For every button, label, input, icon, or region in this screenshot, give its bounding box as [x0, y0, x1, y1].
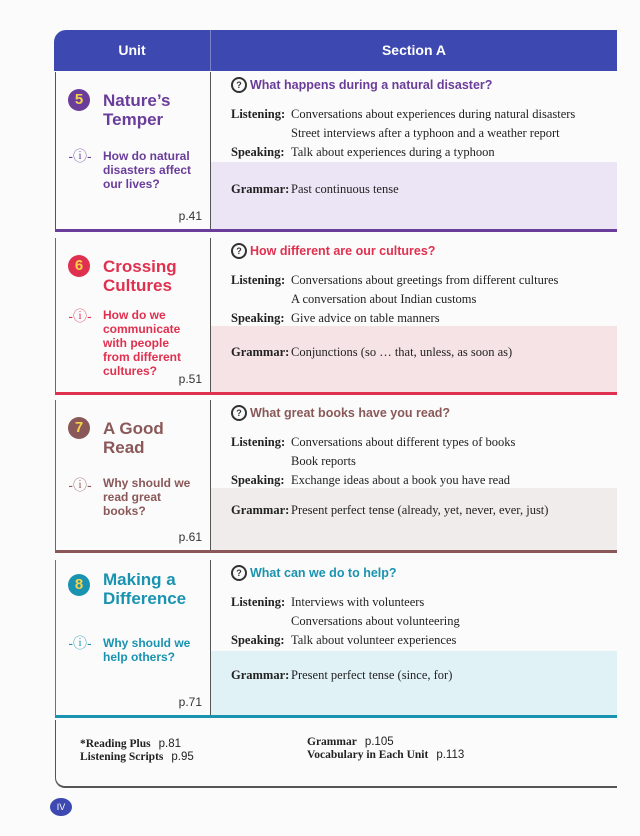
essential-question: ? What great books have you read?: [231, 405, 450, 421]
speaking-line: Speaking: Exchange ideas about a book you have read: [231, 473, 511, 487]
listening-line-2: Street interviews after a typhoon and a weather report: [291, 126, 560, 140]
section-a-column-header: Section A: [210, 30, 617, 71]
unit-cell: [55, 400, 211, 550]
listening-line: Listening: Interviews with volunteers: [231, 595, 425, 609]
essential-question: ? What can we do to help?: [231, 565, 397, 581]
unit-cell: [55, 238, 211, 392]
lightbulb-question-icon: -ⓘ-: [68, 308, 92, 324]
unit-column-header: Unit: [118, 42, 146, 58]
magnifier-question-icon: ?: [231, 77, 247, 93]
unit-title[interactable]: A Good Read: [103, 419, 164, 457]
table-header: [54, 30, 617, 71]
unit-row: [55, 560, 617, 718]
big-question: Why should we read great books?: [103, 476, 191, 518]
big-question: How do natural disasters affect our lives?: [103, 149, 192, 191]
magnifier-question-icon: ?: [231, 405, 247, 421]
unit-row: [55, 400, 617, 553]
grammar-line: Grammar: Past continuous tense: [231, 182, 399, 196]
speaking-line: Speaking: Talk about volunteer experiences: [231, 633, 457, 647]
section-a-cell: [211, 238, 617, 392]
unit-cell: [55, 560, 211, 715]
grammar-band: [211, 488, 617, 550]
grammar-line: Grammar: Conjunctions (so … that, unless, as soon as): [231, 345, 513, 359]
unit-cell: [55, 72, 211, 229]
lightbulb-question-icon: -ⓘ-: [68, 477, 92, 493]
grammar-band: [211, 651, 617, 715]
essential-question: ? What happens during a natural disaster?: [231, 77, 492, 93]
listening-line: Listening: Conversations about experiences during natural disasters: [231, 107, 576, 121]
page-number: IV: [50, 798, 72, 816]
page-reference[interactable]: p.51: [178, 372, 202, 386]
unit-number-badge: 8: [68, 574, 90, 596]
page-reference[interactable]: p.71: [178, 695, 202, 709]
speaking-line: Speaking: Talk about experiences during a typhoon: [231, 145, 495, 159]
appendix-list: [55, 720, 617, 788]
unit-row: [55, 72, 617, 232]
grammar-line: Grammar: Present perfect tense (already, yet, never, ever, just): [231, 503, 549, 517]
unit-number-badge: 6: [68, 255, 90, 277]
unit-title[interactable]: Making a Difference: [103, 570, 187, 608]
section-a-cell: [211, 72, 617, 229]
appendix-item[interactable]: Grammar p.105: [307, 736, 394, 748]
big-question: How do we communicate with people from different cultures?: [103, 308, 181, 378]
appendix-item[interactable]: Vocabulary in Each Unit p.113: [307, 749, 465, 761]
page-reference[interactable]: p.41: [178, 209, 202, 223]
lightbulb-question-icon: -ⓘ-: [68, 148, 92, 164]
page-reference[interactable]: p.61: [178, 530, 202, 544]
magnifier-question-icon: ?: [231, 243, 247, 259]
unit-number-badge: 7: [68, 417, 90, 439]
listening-line-2: A conversation about Indian customs: [291, 292, 477, 306]
lightbulb-question-icon: -ⓘ-: [68, 635, 92, 651]
essential-question: ? How different are our cultures?: [231, 243, 435, 259]
big-question: Why should we help others?: [103, 636, 191, 664]
listening-line-2: Conversations about volunteering: [291, 614, 460, 628]
section-a-cell: [211, 400, 617, 550]
appendix-item[interactable]: Listening Scripts p.95: [80, 751, 194, 763]
unit-number-badge: 5: [68, 89, 90, 111]
listening-line: Listening: Conversations about greetings from different cultures: [231, 273, 559, 287]
unit-row: [55, 238, 617, 395]
listening-line-2: Book reports: [291, 454, 356, 468]
speaking-line: Speaking: Give advice on table manners: [231, 311, 440, 325]
appendix-item[interactable]: *Reading Plus p.81: [80, 738, 182, 750]
magnifier-question-icon: ?: [231, 565, 247, 581]
section-a-cell: [211, 560, 617, 715]
listening-line: Listening: Conversations about different types of books: [231, 435, 516, 449]
unit-title[interactable]: Crossing Cultures: [103, 257, 177, 295]
unit-title[interactable]: Nature’s Temper: [103, 91, 171, 129]
grammar-line: Grammar: Present perfect tense (since, for): [231, 668, 453, 682]
